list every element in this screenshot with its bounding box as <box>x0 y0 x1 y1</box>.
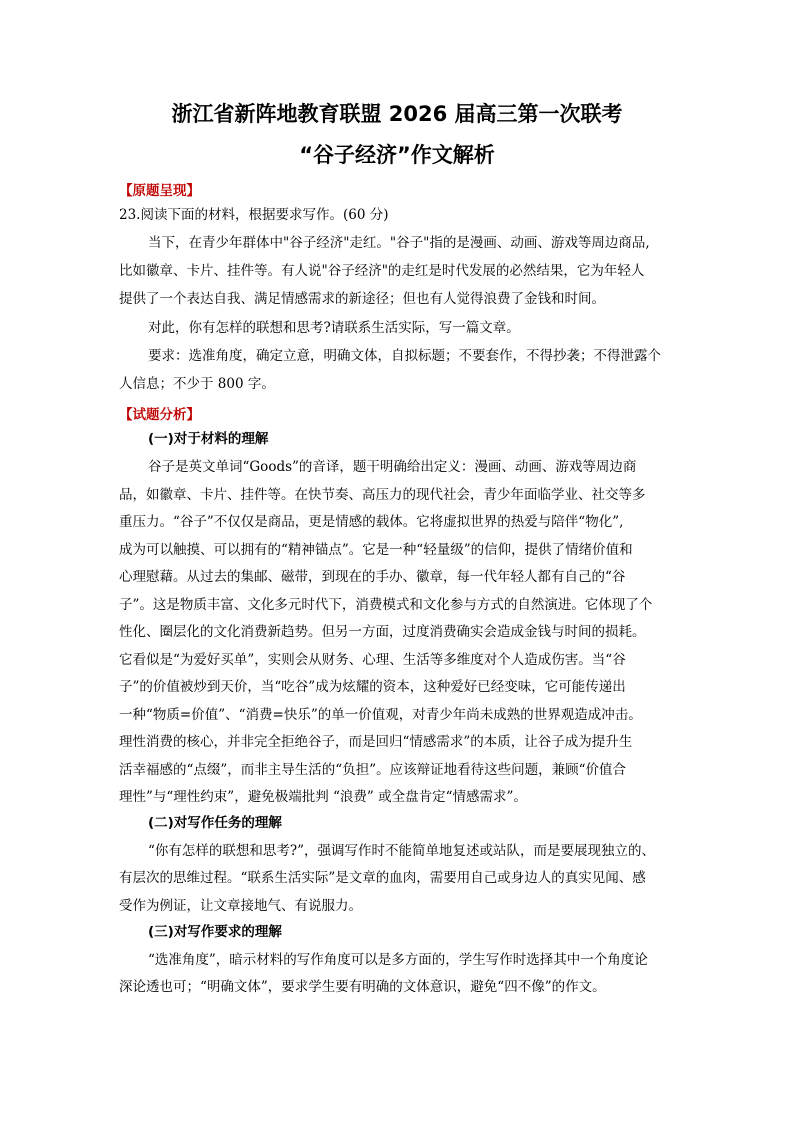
paragraph-line: 重压力。“谷子”不仅仅是商品，更是情感的载体。它将虚拟世界的热爱与陪伴“物化”, <box>119 514 624 530</box>
document-subtitle: “谷子经济”作文解析 <box>299 143 495 167</box>
paragraph-line: 深论透也可；“明确文体”，要求学生要有明确的文体意识，避免“四不像”的作文。 <box>119 979 606 995</box>
subsection-title: (一)对于材料的理解 <box>148 431 269 447</box>
paragraph-line: 一种“物质=价值”、“消费=快乐”的单一价值观，对青少年尚未成熟的世界观造成冲击。 <box>119 707 642 723</box>
question-line: 要求：选准角度，确定立意，明确文体，自拟标题；不要套作，不得抄袭；不得泄露个 <box>148 348 661 364</box>
paragraph-line: 活幸福感的“点缀”，而非主导生活的“负担”。应该辩证地看待这些问题，兼顾“价值合 <box>119 762 627 778</box>
paragraph-line: 性化、圈层化的文化消费新趋势。但另一方面，过度消费确实会造成金钱与时间的损耗。 <box>119 624 646 640</box>
question-line: 23.阅读下面的材料，根据要求写作。(60 分) <box>119 207 389 223</box>
question-line: 对此，你有怎样的联想和思考?请联系生活实际，写一篇文章。 <box>148 320 520 336</box>
section-header-analysis: 【试题分析】 <box>119 407 200 423</box>
subsection-title: (二)对写作任务的理解 <box>148 815 282 831</box>
document-title: 浙江省新阵地教育联盟 2026 届高三第一次联考 <box>171 102 623 126</box>
subsection-title: (三)对写作要求的理解 <box>148 924 282 940</box>
paragraph-line: 心理慰藉。从过去的集邮、磁带，到现在的手办、徽章，每一代年轻人都有自己的“谷 <box>119 569 626 585</box>
paragraph-line: 它看似是“为爱好买单”，实则会从财务、心理、生活等多维度对个人造成伤害。当“谷 <box>119 652 626 668</box>
paragraph-line: 理性消费的核心，并非完全拒绝谷子，而是回归“情感需求”的本质，让谷子成为提升生 <box>119 734 633 750</box>
paragraph-line: 受作为例证，让文章接地气、有说服力。 <box>119 898 362 914</box>
paragraph-line: “选准角度”，暗示材料的写作角度可以是多方面的，学生写作时选择其中一个角度论 <box>148 952 648 968</box>
question-line: 人信息；不少于 800 字。 <box>119 376 275 392</box>
question-line: 比如徽章、卡片、挂件等。有人说"谷子经济"的走红是时代发展的必然结果，它为年轻人 <box>119 263 645 279</box>
paragraph-line: 成为可以触摸、可以拥有的“精神锚点”。它是一种“轻量级”的信仰，提供了情绪价值和 <box>119 542 633 558</box>
question-line: 当下，在青少年群体中"谷子经济"走红。"谷子"指的是漫画、动画、游戏等周边商品, <box>148 235 650 251</box>
paragraph-line: 理性”与“理性约束”，避免极端批判 “浪费” 或全盘肯定“情感需求”。 <box>119 789 527 805</box>
question-line: 提供了一个表达自我、满足情感需求的新途径；但也有人觉得浪费了金钱和时间。 <box>119 291 605 307</box>
paragraph-line: “你有怎样的联想和思考?”，强调写作时不能简单地复述或站队，而是要展现独立的、 <box>148 843 656 859</box>
paragraph-line: 品，如徽章、卡片、挂件等。在快节奏、高压力的现代社会，青少年面临学业、社交等多 <box>119 487 646 503</box>
paragraph-line: 子”。这是物质丰富、文化多元时代下，消费模式和文化参与方式的自然演进。它体现了个 <box>119 597 653 613</box>
section-header-original-question: 【原题呈现】 <box>119 183 200 199</box>
paragraph-line: 谷子是英文单词“Goods”的音译，题干明确给出定义：漫画、动画、游戏等周边商 <box>148 459 637 475</box>
paragraph-line: 子”的价值被炒到天价，当“吃谷”成为炫耀的资本，这种爱好已经变味，它可能传递出 <box>119 679 626 695</box>
paragraph-line: 有层次的思维过程。“联系生活实际”是文章的血肉，需要用自己或身边人的真实见闻、感 <box>119 870 646 886</box>
